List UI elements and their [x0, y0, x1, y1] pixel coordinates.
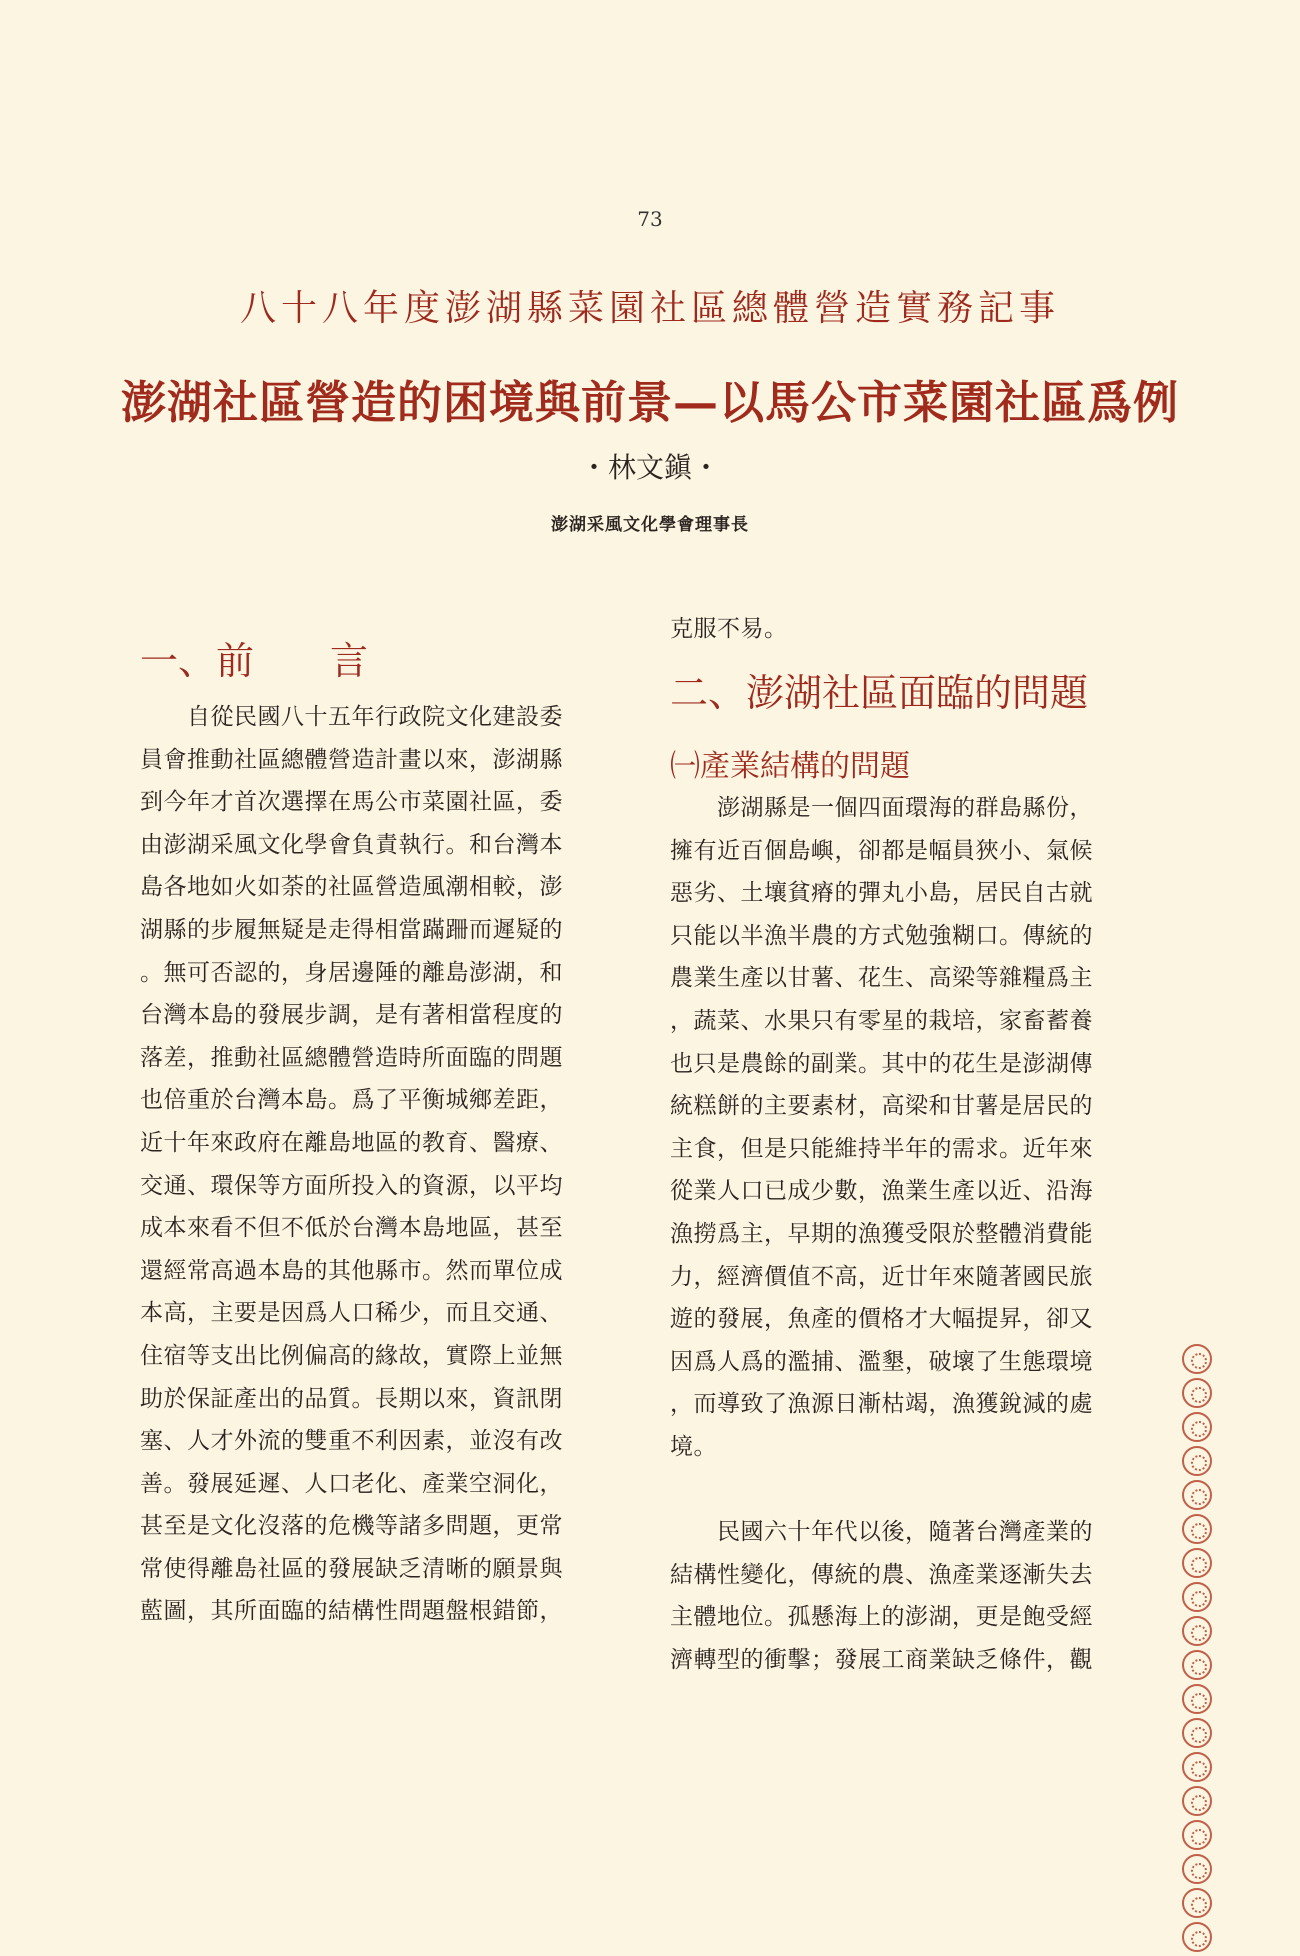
- section2-para1-line: 主食，但是只能維持半年的需求。近年來: [670, 1135, 1093, 1162]
- affiliation: 澎湖采風文化學會理事長: [551, 515, 749, 535]
- section1-heading: 一、前 言: [140, 639, 369, 683]
- section1-line: 到今年才首次選擇在馬公市菜園社區，委: [140, 789, 563, 816]
- ornament-circle: [1182, 1752, 1212, 1782]
- section1-line: 住宿等支出比例偏高的緣故，實際上並無: [140, 1342, 563, 1369]
- section2-para1-line: 從業人口已成少數，漁業生產以近、沿海: [670, 1178, 1093, 1205]
- section2-heading: 二、澎湖社區面臨的問題: [670, 671, 1089, 715]
- main-title: 澎湖社區營造的困境與前景—以馬公市菜園社區爲例: [120, 376, 1179, 429]
- ornament-circle: [1182, 1378, 1212, 1408]
- section1-line: 。無可否認的，身居邊陲的離島澎湖，和: [140, 959, 563, 986]
- section2-para2-line: 濟轉型的衝擊；發展工商業缺乏條件，觀: [670, 1646, 1093, 1673]
- section2-para1-line: ，而導致了漁源日漸枯竭，漁獲銳減的處: [670, 1391, 1093, 1418]
- section2-para2-line: 結構性變化，傳統的農、漁產業逐漸失去: [670, 1561, 1093, 1588]
- section1-line: 塞、人才外流的雙重不利因素，並沒有改: [140, 1428, 563, 1455]
- section1-line: 本高，主要是因爲人口稀少，而且交通、: [140, 1300, 563, 1327]
- section2-para1-line: 只能以半漁半農的方式勉強糊口。傳統的: [670, 922, 1093, 949]
- ornament-circle: [1182, 1616, 1212, 1646]
- section1-line: 也倍重於台灣本島。爲了平衡城鄉差距，: [140, 1087, 563, 1114]
- ornament-circle: [1182, 1548, 1212, 1578]
- ornament-circle: [1182, 1888, 1212, 1918]
- section1-line: 近十年來政府在離島地區的教育、醫療、: [140, 1129, 563, 1156]
- section1-line: 還經常高過本島的其他縣市。然而單位成: [140, 1257, 563, 1284]
- section2-para1-line: 惡劣、土壤貧瘠的彈丸小島，居民自古就: [670, 880, 1093, 907]
- section1-line: 成本來看不但不低於台灣本島地區，甚至: [140, 1215, 563, 1242]
- section2-para1-line: 澎湖縣是一個四面環海的群島縣份，: [670, 795, 1093, 821]
- side-ornament: [1182, 1340, 1218, 1956]
- section1-line: 員會推動社區總體營造計畫以來，澎湖縣: [140, 746, 563, 773]
- section2-para1-line: 也只是農餘的副業。其中的花生是澎湖傳: [670, 1050, 1093, 1077]
- section2-para2-line: 民國六十年代以後，隨著台灣產業的: [670, 1519, 1093, 1545]
- section2-para1-line: 統糕餅的主要素材，高梁和甘薯是居民的: [670, 1093, 1093, 1120]
- section2-para2-line: 主體地位。孤懸海上的澎湖，更是飽受經: [670, 1604, 1093, 1631]
- section2-para1: [670, 787, 1130, 1469]
- ornament-circle: [1182, 1820, 1212, 1850]
- ornament-circle: [1182, 1922, 1212, 1952]
- ornament-circle: [1182, 1786, 1212, 1816]
- section2-para1-line: 農業生產以甘薯、花生、高梁等雜糧爲主: [670, 965, 1093, 992]
- ornament-circle: [1182, 1514, 1212, 1544]
- ornament-circle: [1182, 1412, 1212, 1442]
- section1-line: 自從民國八十五年行政院文化建設委: [140, 704, 563, 730]
- author: ・林文鎭・: [579, 451, 720, 484]
- ornament-circle: [1182, 1480, 1212, 1510]
- section1-line: 島各地如火如荼的社區營造風潮相較，澎: [140, 874, 563, 901]
- ornament-circle: [1182, 1650, 1212, 1680]
- section1-line: 湖縣的步履無疑是走得相當蹣跚而遲疑的: [140, 916, 563, 943]
- section1-line: 台灣本島的發展步調，是有著相當程度的: [140, 1002, 563, 1029]
- section1-line: 交通、環保等方面所投入的資源，以平均: [140, 1172, 563, 1199]
- ornament-circle: [1182, 1718, 1212, 1748]
- subsection1-heading: ㈠產業結構的問題: [670, 749, 910, 784]
- section1-line: 藍圖，其所面臨的結構性問題盤根錯節，: [140, 1598, 563, 1625]
- section2-para1-line: 力，經濟價值不高，近廿年來隨著國民旅: [670, 1263, 1093, 1290]
- ornament-circle: [1182, 1344, 1212, 1374]
- series-title: 八十八年度澎湖縣菜園社區總體營造實務記事: [239, 288, 1060, 329]
- section1-line: 常使得離島社區的發展缺乏清晰的願景與: [140, 1555, 563, 1582]
- section1-line: 由澎湖采風文化學會負責執行。和台灣本: [140, 831, 563, 858]
- page-number: 73: [637, 207, 663, 231]
- section2-para2: [670, 1511, 1130, 1681]
- section1-line: 助於保証產出的品質。長期以來，資訊閉: [140, 1385, 563, 1412]
- section2-para1-line: 擁有近百個島嶼，卻都是幅員狹小、氣候: [670, 837, 1093, 864]
- section1-line: 落差，推動社區總體營造時所面臨的問題: [140, 1044, 563, 1071]
- section2-para1-line: 漁撈爲主，早期的漁獲受限於整體消費能: [670, 1220, 1093, 1247]
- section2-para1-line: 遊的發展，魚產的價格才大幅提昇，卻又: [670, 1306, 1093, 1333]
- section2-para1-line: 因爲人爲的濫捕、濫墾，破壞了生態環境: [670, 1348, 1093, 1375]
- ornament-circle: [1182, 1854, 1212, 1884]
- section2-para1-line: 境。: [670, 1433, 717, 1460]
- ornament-circle: [1182, 1684, 1212, 1714]
- section1-body: [140, 696, 590, 1633]
- ornament-circle: [1182, 1446, 1212, 1476]
- continuation-text: 克服不易。: [670, 616, 788, 642]
- section1-line: 甚至是文化沒落的危機等諸多問題，更常: [140, 1513, 563, 1540]
- ornament-circle: [1182, 1582, 1212, 1612]
- section2-para1-line: ，蔬菜、水果只有零星的栽培，家畜蓄養: [670, 1007, 1093, 1034]
- section1-line: 善。發展延遲、人口老化、產業空洞化，: [140, 1470, 563, 1497]
